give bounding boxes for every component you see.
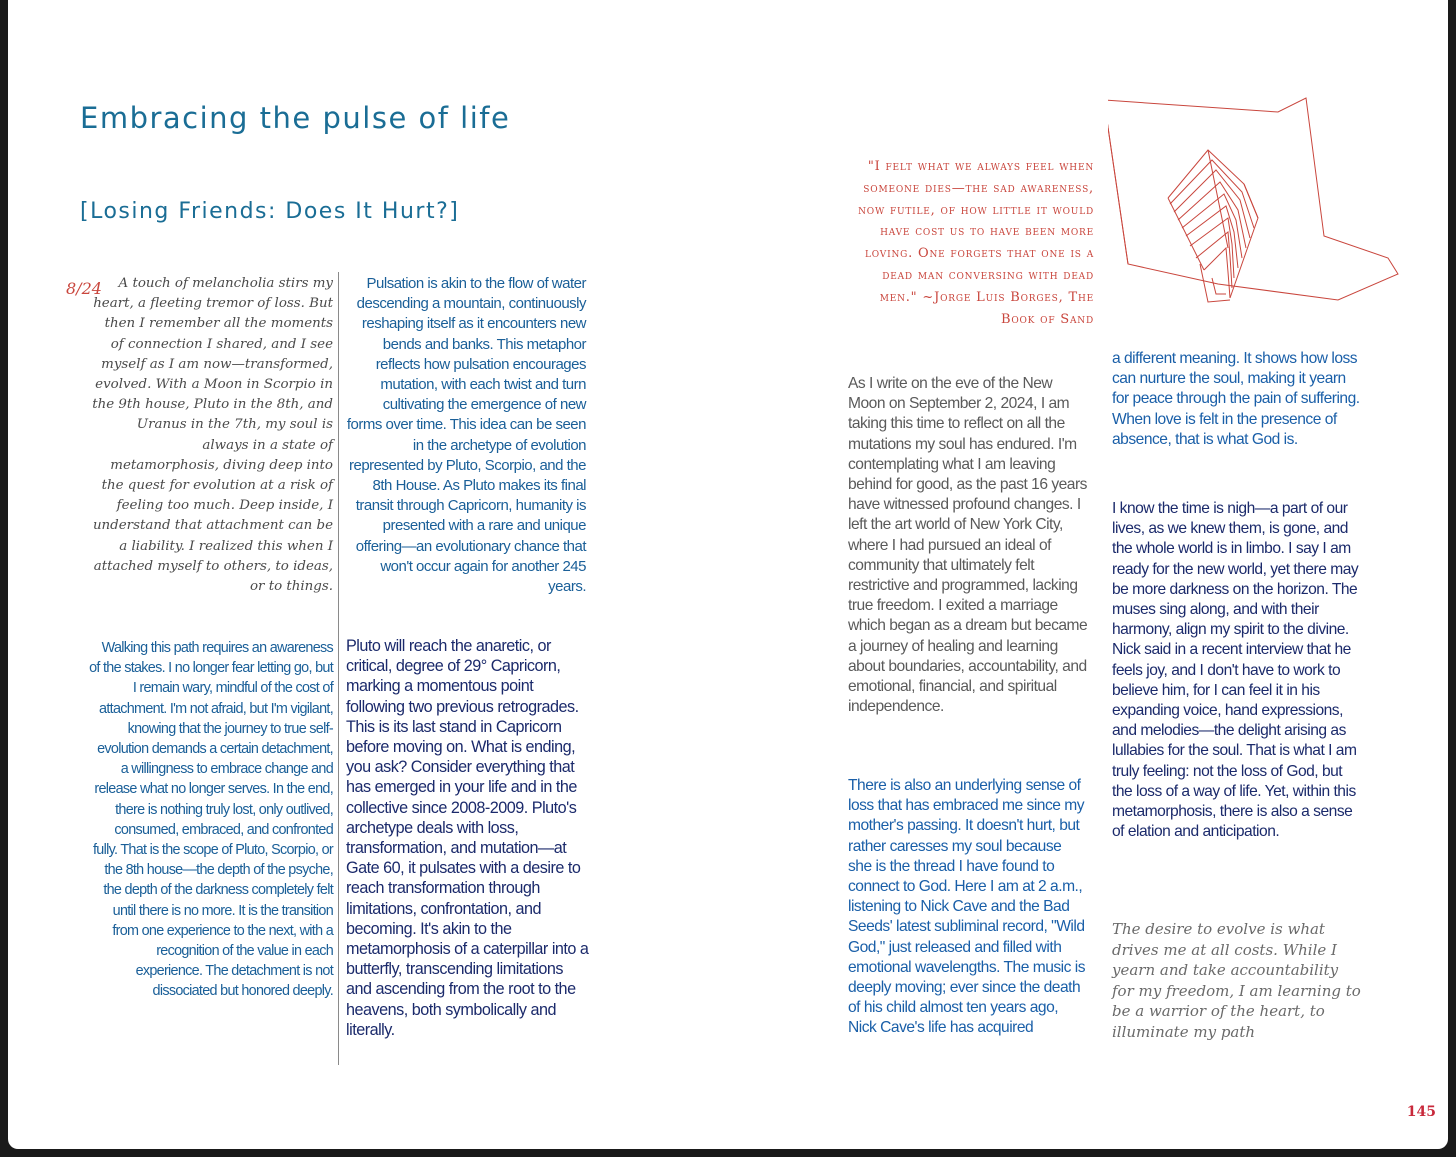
column-a-paragraph-2: Walking this path requires an awareness of the stakes. I no longer fear letting go, but I remain wary, mindful of the cost of attachment. I'm not afraid, but I'm vigilant, knowing that the journey to true self-evolution demands a certain detachment, a willingness to embrace change and release what no longer serves. In the end, there is nothing truly lost, only outlived, consumed, embraced, and confronted fully. That is the scope of Pluto, Scorpio, or the 8th house—the depth of the psyche, the depth of the darkness completely felt until there is no more. It is the transition from one experience to the next, with a recognition of the value in each experience. The detachment is not dissociated but honored deeply. (89, 640, 333, 1000)
column-c-paragraph-2: There is also an underlying sense of loss that has embraced me since my mother's passing. It doesn't hurt, but rather caresses my soul because she is the thread I have found to connect to God. Here I am at 2 a.m., listening to Nick Cave and the Bad Seeds' latest subliminal record, "Wild God," just released and filled with emotional wavelengths. The music is deeply moving; ever since the death of his child almost ten years ago, Nick Cave's life has acquired (848, 777, 1086, 1037)
column-c-paragraph-1: As I write on the eve of the New Moon on September 2, 2024, I am taking this time to reflect on all the mutations my soul has endured. I'm contemplating what I am leaving behind for good, as the past 16 years have witnessed profound changes. I left the art world of New York City, where I had pursued an ideal of community that ultimately felt restrictive and programmed, lacking true freedom. I exited a marriage which began as a dream but became a journey of healing and learning about boundaries, accountability, and emotional, financial, and spiritual independence. (848, 375, 1088, 716)
column-d-paragraph-3: The desire to evolve is what drives me at all costs. While I yearn and take accountability for my freedom, I am learning to be a warrior of the heart, to illuminate my path (1112, 920, 1361, 1041)
column-divider (338, 272, 339, 1065)
article-title: Embracing the pulse of life (80, 101, 511, 135)
book-spread (8, 0, 1448, 1149)
epigraph-quote: "I felt what we always feel when someone dies—the sad awareness, now futile, of how little it would have cost us to have been more loving. One forgets that one is a dead man conversing with dead men." ~Jorge Luis Borges, The Book of Sand (858, 159, 1094, 327)
date-marker: 8/24 (66, 279, 102, 298)
column-b-paragraph-1: Pulsation is akin to the flow of water descending a mountain, continuously reshaping itself as it encounters new bends and banks. This metaphor reflects how pulsation encourages mutation, with each twist and turn cultivating the emergence of new forms over time. This idea can be seen in the archetype of evolution represented by Pluto, Scorpio, and the 8th House. As Pluto makes its final transit through Capricorn, humanity is presented with a rare and unique offering—an evolutionary chance that won't occur again for another 245 years. (346, 275, 586, 596)
column-d-paragraph-2: I know the time is nigh—a part of our lives, as we knew them, is gone, and the whole world is in limbo. I say I am ready for the new world, yet there may be more darkness on the horizon. The muses sing along, and with their harmony, align my spirit to the divine. Nick said in a recent interview that he feels joy, and I don't have to work to believe him, for I can feel it in his expanding voice, hand expressions, and melodies—the delight arising as lullabies for the soul. That is what I am truly feeling: not the loss of God, but the loss of a way of life. Yet, within this metamorphosis, there is also a sense of elation and anticipation. (1112, 500, 1359, 841)
article-subtitle: [Losing Friends: Does It Hurt?] (80, 199, 460, 224)
sculpture-layers (1168, 150, 1258, 302)
paper-sculpture-illustration (1108, 88, 1428, 328)
page-number: 145 (1406, 1104, 1436, 1120)
column-a-paragraph-1: A touch of melancholia stirs my heart, a fleeting tremor of loss. But then I remember all the moments of connection I shared, and I see myself as I am now—transformed, evolved. With a Moon in Scorpio in the 9th house, Pluto in the 8th, and Uranus in the 7th, my soul is always in a state of metamorphosis, diving deep into the quest for evolution at a risk of feeling too much. Deep inside, I understand that attachment can be a liability. I realized this when I attached myself to others, to ideas, or to things. (92, 276, 333, 595)
column-d-paragraph-1: a different meaning. It shows how loss can nurture the soul, making it yearn for peace through the pain of suffering. When love is felt in the presence of absence, that is what God is. (1112, 350, 1360, 448)
column-b-paragraph-2: Pluto will reach the anaretic, or critical, degree of 29° Capricorn, marking a momentous point following two previous retrogrades. This is its last stand in Capricorn before moving on. What is ending, you ask? Consider everything that has emerged in your life and in the collective since 2008-2009. Pluto's archetype deals with loss, transformation, and mutation—at Gate 60, it pulsates with a desire to reach transformation through limitations, confrontation, and becoming. It's akin to the metamorphosis of a caterpillar into a butterfly, transcending limitations and ascending from the root to the heavens, both symbolically and literally. (346, 637, 589, 1039)
